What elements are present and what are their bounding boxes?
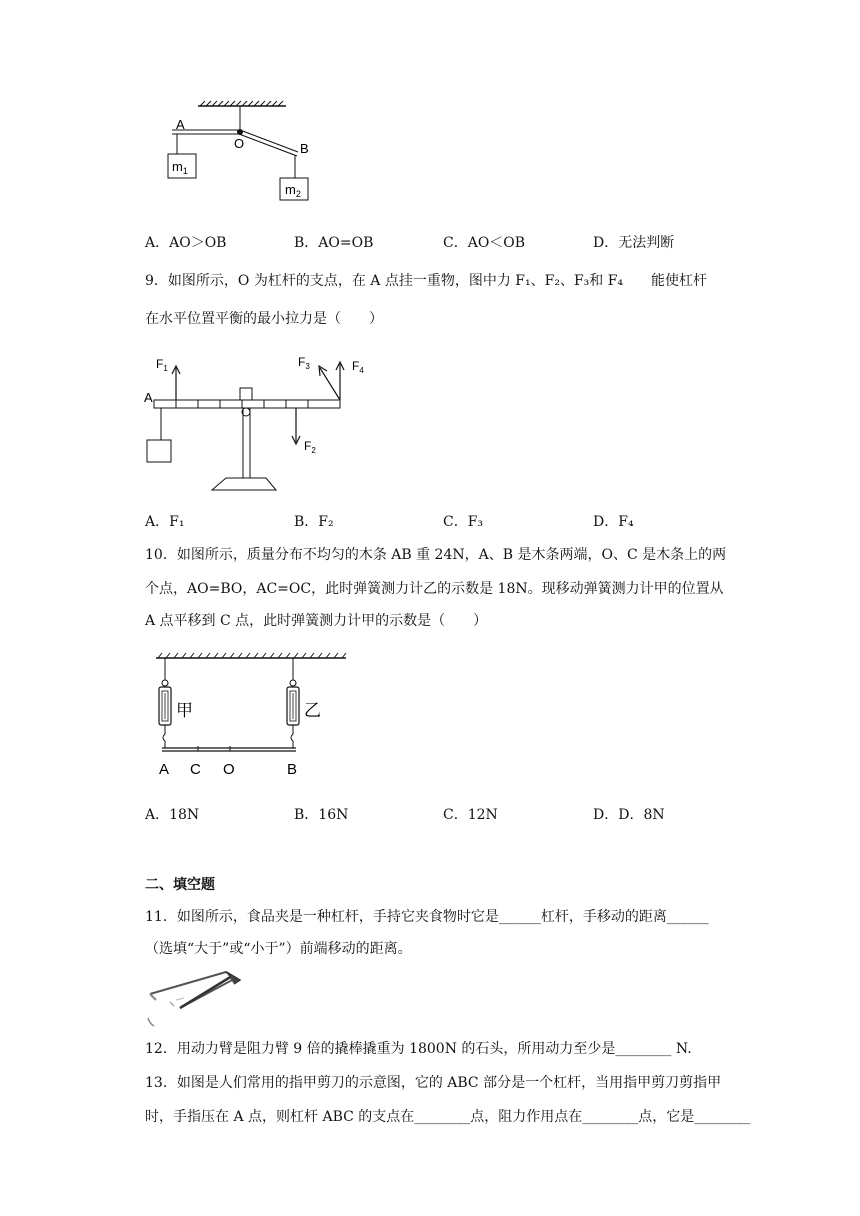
q13-text-line1: 13．如图是人们常用的指甲剪刀的示意图，它的 ABC 部分是一个杠杆，当用指甲剪刀剪指甲 [145,1075,722,1091]
mass-m2-label: $m_2$ [285,182,301,199]
q11-food-tongs-figure [140,966,250,1030]
q8-option-d: D．无法判断 [593,235,675,251]
q8-option-a: A．AO＞OB [145,235,227,251]
label-A: A [144,390,153,405]
label-C: C [190,761,201,778]
scale-yi-label: 乙 [304,701,321,720]
q9-option-d: D．F₄ [593,514,634,530]
q10-spring-scale-figure [148,650,348,778]
label-B: B [287,761,298,778]
q9-lever-figure [140,350,380,498]
q11-text-line2: （选填“大于”或“小于”）前端移动的距离。 [145,941,412,957]
label-O: O [234,136,245,151]
label-B: B [300,141,309,156]
label-O: O [223,761,235,778]
q9-text-line1: 9．如图所示，O 为杠杆的支点，在 A 点挂一重物，图中力 F₁、F₂、F₃和 F₄ 能使杠杆 [145,273,708,289]
q9-option-b: B．F₂ [294,514,334,530]
q13-text-line2: 时，手指压在 A 点，则杠杆 ABC 的支点在________点，阻力作用点在________点，它是________ [145,1109,751,1125]
q10-option-d: D．D．8N [593,807,665,823]
q9-text-line2: 在水平位置平衡的最小拉力是（ ） [145,311,383,327]
q10-text-line3: A 点平移到 C 点，此时弹簧测力计甲的示数是（ ） [145,613,488,629]
force-F1-label: $F_1$ [156,357,168,373]
q10-option-c: C．12N [443,807,498,823]
q8-option-b: B．AO=OB [294,235,374,251]
label-A: A [159,761,170,778]
mass-m1-label: $m_1$ [172,159,188,176]
q10-text-line1: 10．如图所示，质量分布不均匀的木条 AB 重 24N，A、B 是木条两端，O、C 是木条上的两 [145,547,727,563]
q10-option-a: A．18N [145,807,200,823]
q10-text-line2: 个点，AO=BO，AC=OC，此时弹簧测力计乙的示数是 18N。现移动弹簧测力计甲的位置从 [145,581,724,597]
q9-option-c: C．F₃ [443,514,484,530]
q10-option-b: B．16N [294,807,349,823]
force-F2-label: $F_2$ [304,439,316,455]
section-title-fill-in: 二、填空题 [145,877,215,893]
q11-text-line1: 11．如图所示，食品夹是一种杠杆，手持它夹食物时它是______杠杆，手移动的距离______ [145,909,709,925]
q12-text-line1: 12．用动力臂是阻力臂 9 倍的撬棒撬重为 1800N 的石头，所用动力至少是________ N. [145,1041,692,1057]
q8-lever-figure [160,98,320,210]
q9-option-a: A．F₁ [145,514,185,530]
q8-option-c: C．AO＜OB [443,235,526,251]
force-F4-label: $F_4$ [352,359,364,375]
scale-jia-label: 甲 [176,701,193,720]
label-A: A [176,117,185,132]
force-F3-label: $F_3$ [298,355,310,371]
